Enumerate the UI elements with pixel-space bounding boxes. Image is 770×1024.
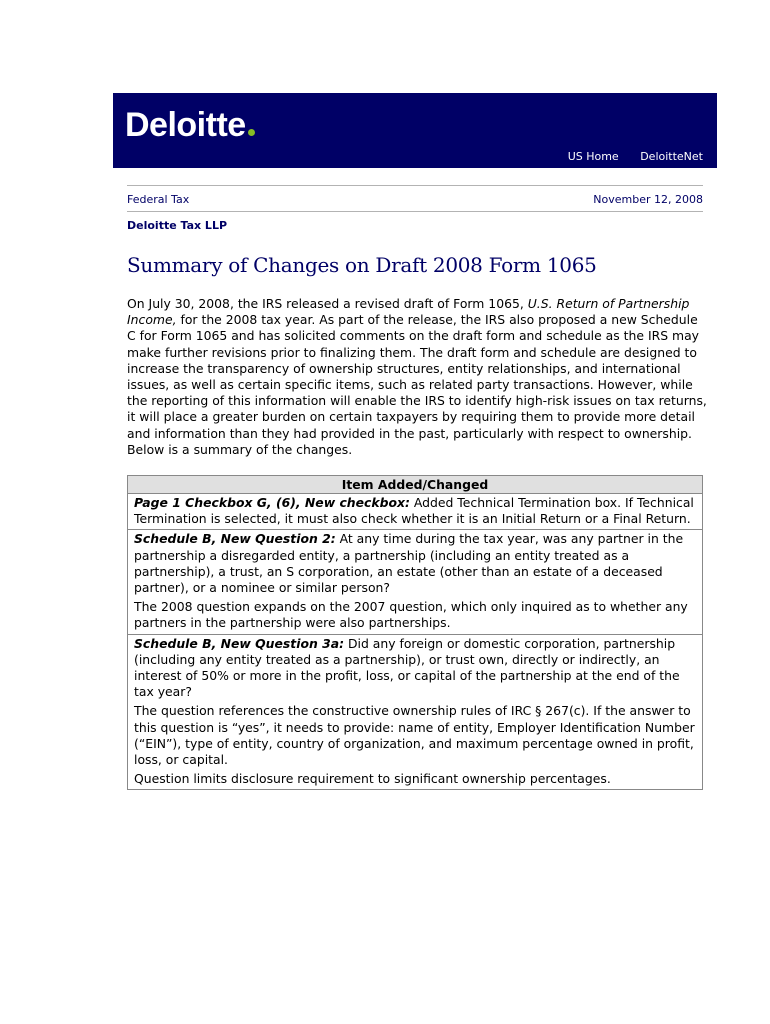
nav-deloittenet-link[interactable]: DeloitteNet: [640, 150, 703, 163]
row-note: The 2008 question expands on the 2007 question, which only inquired as to whether any partners in the partnership were also partnerships.: [134, 599, 688, 631]
row-text: Did any foreign or domestic corporation, partnership (including any entity treated as a partnership), or trust own, directly or indirectly, an interest of 50% or more in the profit, loss, or capital of the partnership at the end of the tax year?: [134, 635, 680, 700]
table-row: [128, 494, 703, 530]
row-heading: Schedule B, New Question 3a:: [134, 635, 345, 651]
firm-name: Deloitte Tax LLP: [127, 219, 228, 232]
divider-top: [127, 185, 703, 186]
page-title: Summary of Changes on Draft 2008 Form 1065: [127, 253, 597, 277]
deloitte-logo[interactable]: Deloitte: [125, 105, 255, 145]
row-heading: Page 1 Checkbox G, (6), New checkbox:: [134, 495, 410, 510]
table-row: [128, 634, 703, 790]
row-note: The question references the constructive ownership rules of IRC § 267(c). If the answer to this question is “yes”, it needs to provide: name of entity, Employer Identification Number (“EIN”), type of entity, country of organization, and maximum percentage owned in profit, loss, or capital.: [134, 703, 695, 768]
form-name: U.S. Return of Partnership Income,: [127, 296, 690, 328]
nav-us-home-link[interactable]: US Home: [567, 150, 619, 163]
header-banner: [113, 93, 717, 168]
intro-paragraph: On July 30, 2008, the IRS released a revised draft of Form 1065, U.S. Return of Partnership Income, for the 2008 tax year. As part of the release, the IRS also proposed a new Schedule C for Form 1065 and has solicited comments on the draft form and schedule as the IRS may make further revisions prior to finalizing them. The draft form and schedule are designed to increase the transparency of ownership structures, entity relationships, and international issues, as well as certain specific items, such as related party transactions. However, while the reporting of this information will enable the IRS to identify high-risk issues on tax returns, it will place a greater burden on certain taxpayers by requiring them to provide more detail and information than they had provided in the past, particularly with respect to ownership. Below is a summary of the changes.: [127, 296, 707, 457]
top-nav: [550, 150, 703, 163]
table-row: [128, 530, 703, 634]
changes-table: [127, 475, 703, 790]
section-label: Federal Tax: [127, 193, 190, 206]
divider-bottom: [127, 211, 703, 212]
table-header: Item Added/Changed: [128, 476, 703, 494]
row-note: Question limits disclosure requirement to significant ownership percentages.: [134, 771, 611, 787]
row-heading: Schedule B, New Question 2:: [134, 531, 336, 547]
row-text: Added Technical Termination box. If Technical Termination is selected, it must also check whether it is an Initial Return or a Final Return.: [134, 495, 694, 527]
publish-date: November 12, 2008: [593, 193, 703, 206]
logo-dot-icon: [248, 129, 255, 136]
row-text: At any time during the tax year, was any partner in the partnership a disregarded entity, a partnership (including an entity treated as a partnership), a trust, an S corporation, an estate (other than an estate of a deceased partner), or a nominee or similar person?: [134, 531, 684, 596]
